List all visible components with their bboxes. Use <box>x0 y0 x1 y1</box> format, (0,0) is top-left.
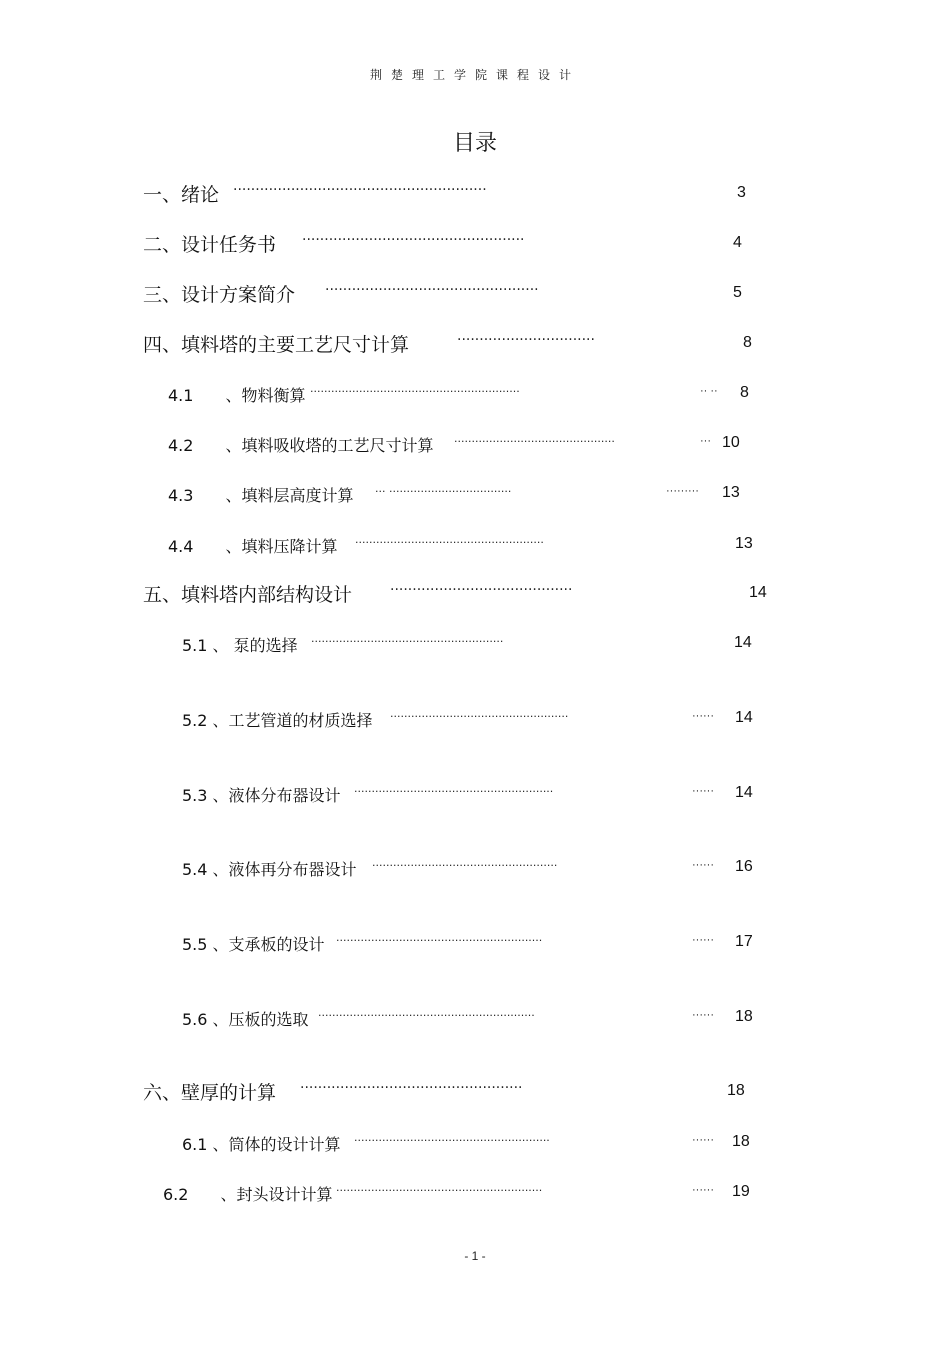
toc-dot-leader: ······························· <box>457 332 595 348</box>
toc-dot-leader: ···························································· <box>310 385 520 398</box>
toc-page: 4 <box>733 234 742 251</box>
toc-entry-5-2[interactable] <box>0 706 950 736</box>
toc-page-prefix: ······ <box>692 859 714 871</box>
toc-page-prefix: ······ <box>692 785 714 797</box>
page-number: - 1 - <box>464 1249 486 1263</box>
toc-label: 4.3 、填料层高度计算 <box>168 486 354 505</box>
toc-entry-4[interactable] <box>0 330 950 360</box>
toc-page: 19 <box>732 1183 750 1200</box>
toc-label: 6.2 、封头设计计算 <box>163 1185 333 1204</box>
toc-entry-5-5[interactable] <box>0 930 950 960</box>
toc-label: 4.1 、物料衡算 <box>168 386 306 405</box>
toc-label: 4.4 、填料压降计算 <box>168 537 338 556</box>
toc-page: 14 <box>735 709 753 726</box>
toc-label: 5.3 、液体分布器设计 <box>182 786 341 805</box>
toc-page: 13 <box>722 484 740 501</box>
toc-page: 14 <box>735 784 753 801</box>
toc-entry-6-2[interactable] <box>0 1180 950 1210</box>
toc-entry-4-4[interactable] <box>0 532 950 562</box>
toc-entry-3[interactable] <box>0 280 950 310</box>
toc-page-prefix: ······ <box>692 710 714 722</box>
toc-page-prefix: ······ <box>692 1009 714 1021</box>
toc-page: 16 <box>735 858 753 875</box>
toc-page: 8 <box>743 334 752 351</box>
toc-dot-leader: ······················································· <box>311 635 504 648</box>
toc-dot-leader: ·············································· <box>454 435 615 448</box>
toc-label: 5.6 、压板的选取 <box>182 1010 309 1029</box>
toc-page-prefix: ······ <box>692 1134 714 1146</box>
toc-entry-6-1[interactable] <box>0 1130 950 1160</box>
toc-label: 5.2 、工艺管道的材质选择 <box>182 711 373 730</box>
toc-page: 14 <box>734 634 752 651</box>
toc-page-prefix: ······ <box>692 1184 714 1196</box>
toc-page: 18 <box>732 1133 750 1150</box>
toc-page: 5 <box>733 284 742 301</box>
toc-dot-leader: ························································· <box>233 182 487 198</box>
toc-page: 10 <box>722 434 740 451</box>
toc-dot-leader: ·················································· <box>300 1080 523 1096</box>
toc-entry-5-4[interactable] <box>0 855 950 885</box>
toc-page: 18 <box>735 1008 753 1025</box>
toc-entry-6[interactable] <box>0 1078 950 1108</box>
toc-entry-5[interactable] <box>0 580 950 610</box>
toc-page: 14 <box>749 584 767 601</box>
toc-entry-5-6[interactable] <box>0 1005 950 1035</box>
toc-dot-leader: ························································· <box>354 785 554 798</box>
toc-page-prefix: ··· <box>700 435 711 447</box>
toc-label: 二、设计任务书 <box>143 234 277 256</box>
toc-label: 5.1 、 泵的选择 <box>182 636 298 655</box>
toc-label: 一、绪论 <box>143 184 220 206</box>
toc-dot-leader: ······························································ <box>318 1009 535 1022</box>
toc-page: 18 <box>727 1082 745 1099</box>
toc-label: 四、填料塔的主要工艺尺寸计算 <box>143 334 410 356</box>
page-header: 荆楚理工学院课程设计 <box>369 68 580 82</box>
toc-label: 5.4 、液体再分布器设计 <box>182 860 357 879</box>
toc-page: 17 <box>735 933 753 950</box>
toc-page: 8 <box>740 384 749 401</box>
toc-label: 6.1 、筒体的设计计算 <box>182 1135 341 1154</box>
toc-entry-5-3[interactable] <box>0 781 950 811</box>
toc-dot-leader: ··· ··································· <box>375 485 512 498</box>
toc-entry-4-1[interactable] <box>0 381 950 411</box>
toc-label: 5.5 、支承板的设计 <box>182 935 325 954</box>
toc-dot-leader: ·················································· <box>302 232 525 248</box>
toc-dot-leader: ····················································· <box>372 859 558 872</box>
toc-dot-leader: ········································· <box>390 582 573 598</box>
toc-entry-5-1[interactable] <box>0 631 950 661</box>
toc-page-prefix: ········· <box>666 485 699 497</box>
toc-dot-leader: ··························································· <box>336 1184 543 1197</box>
toc-title: 目录 <box>452 131 497 156</box>
toc-dot-leader: ················································ <box>325 282 539 298</box>
toc-entry-4-3[interactable] <box>0 481 950 511</box>
toc-dot-leader: ··················································· <box>390 710 569 723</box>
toc-page-prefix: ······ <box>692 934 714 946</box>
toc-page: 3 <box>737 184 746 201</box>
toc-dot-leader: ························································ <box>354 1134 550 1147</box>
toc-entry-1[interactable] <box>0 180 950 210</box>
toc-dot-leader: ··························································· <box>336 934 543 947</box>
toc-dot-leader: ······················································ <box>355 536 544 549</box>
toc-label: 三、设计方案简介 <box>143 284 296 306</box>
toc-entry-4-2[interactable] <box>0 431 950 461</box>
toc-page: 13 <box>735 535 753 552</box>
toc-label: 六、壁厚的计算 <box>143 1082 277 1104</box>
toc-label: 4.2 、填料吸收塔的工艺尺寸计算 <box>168 436 434 455</box>
toc-entry-2[interactable] <box>0 230 950 260</box>
toc-label: 五、填料塔内部结构设计 <box>143 584 353 606</box>
toc-page-prefix: ·· ·· <box>700 385 718 397</box>
